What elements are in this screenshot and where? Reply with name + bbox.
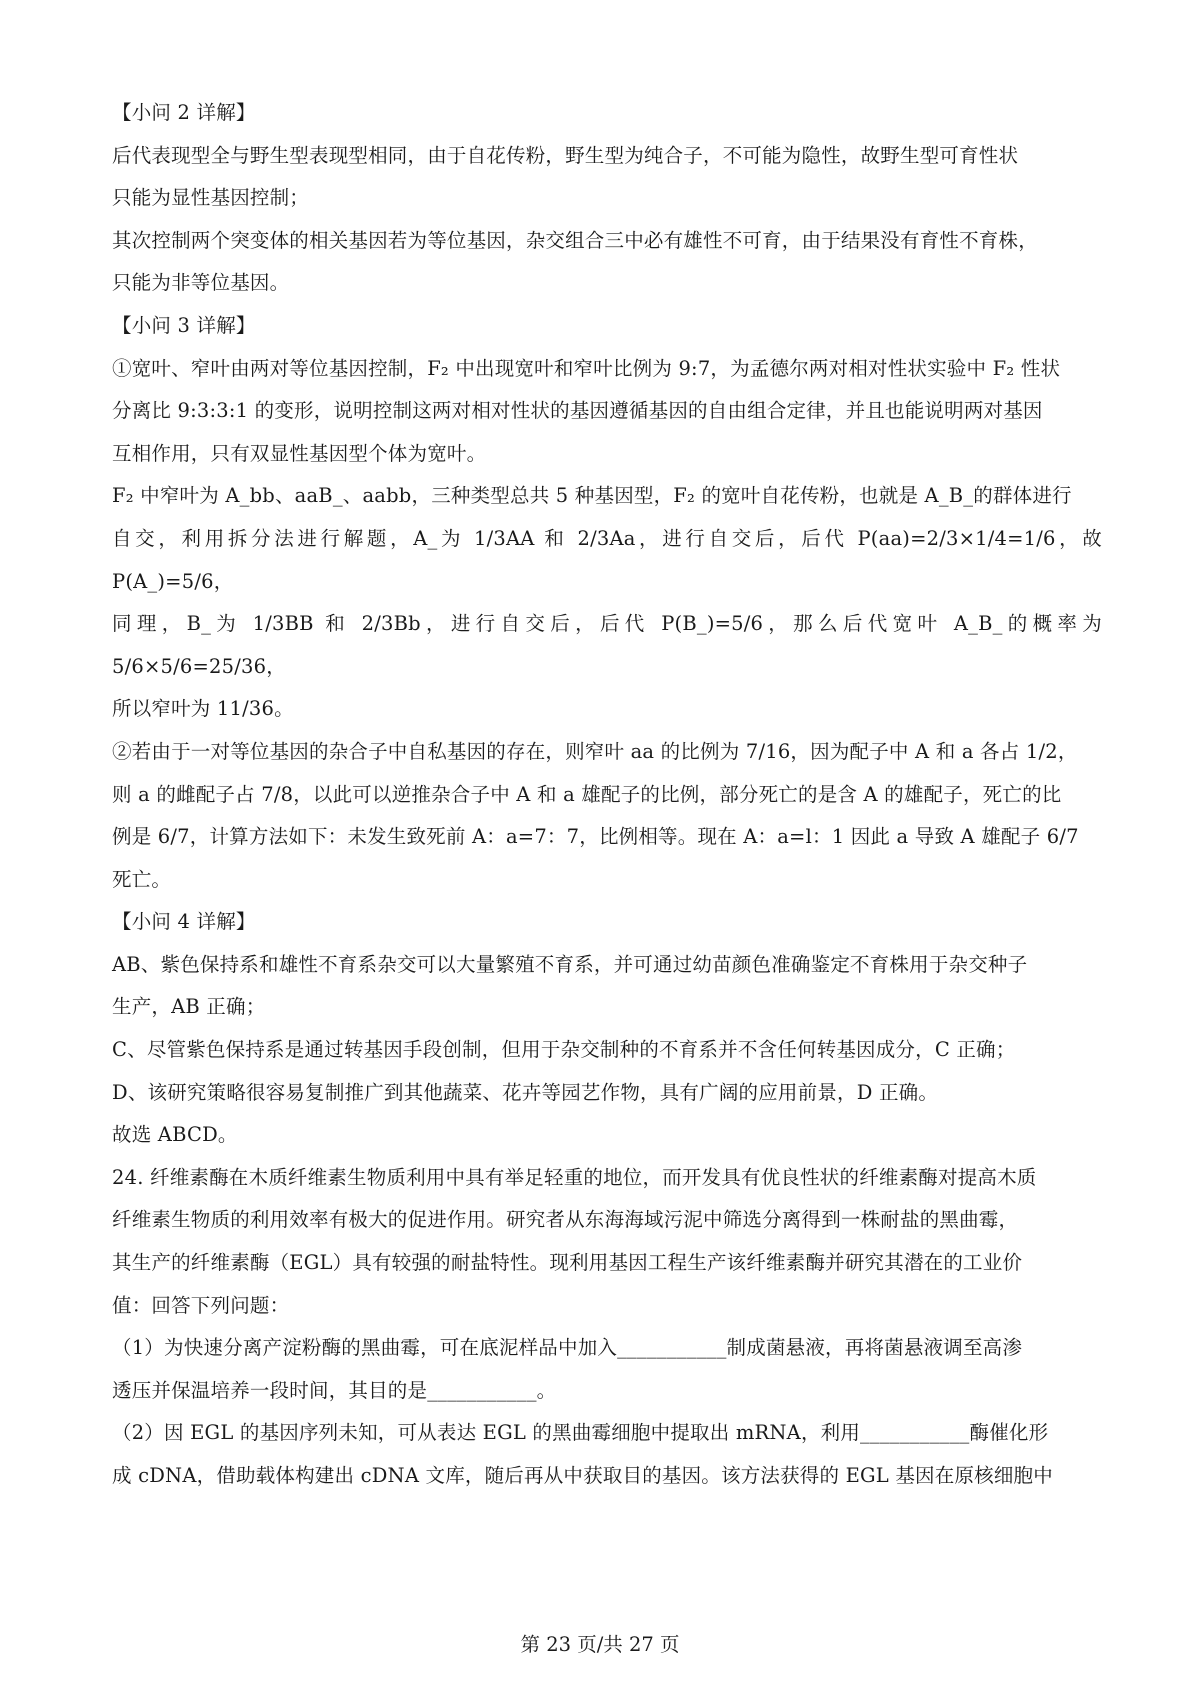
paragraph-q4-d: D、该研究策略很容易复制推广到其他蔬菜、花卉等园艺作物，具有广阔的应用前景，D 正确。: [112, 1080, 939, 1104]
paragraph-q4-answer: 故选 ABCD。: [112, 1123, 238, 1147]
page-number-footer: 第 23 页/共 27 页: [520, 1633, 680, 1656]
document-body: [112, 92, 1102, 1498]
paragraph-q2-nonallelic: 其次控制两个突变体的相关基因若为等位基因，杂交组合三中必有雄性不可育，由于结果没有育性不育株， 只能为非等位基因。: [112, 228, 1038, 295]
section-heading-q2: 【小问 2 详解】: [112, 101, 256, 124]
section-heading-q3: 【小问 3 详解】: [112, 313, 256, 337]
paragraph-q2-dominant: 后代表现型全与野生型表现型相同，由于自花传粉，野生型为纯合子，不可能为隐性，故野生型可育性状 只能为显性基因控制；: [112, 143, 1019, 210]
paragraph-q4-c: C、尽管紫色保持系是通过转基因手段创制，但用于杂交制种的不育系并不含任何转基因成分，C 正确；: [112, 1038, 1016, 1062]
question-24-stem: 24. 纤维素酶在木质纤维素生物质利用中具有举足轻重的地位，而开发具有优良性状的纤维素酶对提高木质 纤维素生物质的利用效率有极大的促进作用。研究者从东海海域污泥中筛选分离得到一株耐盐的黑曲霉， 其生产的纤维素酶（EGL）具有较强的耐盐特性。现利用基因工程生产该纤维素酶并研究其潜在的工业价 值：回答下列问题：: [112, 1165, 1037, 1317]
paragraph-q4-ab: AB、紫色保持系和雄性不育系杂交可以大量繁殖不育系，并可通过幼苗颜色准确鉴定不育株用于杂交种子 生产，AB 正确；: [112, 952, 1028, 1019]
paragraph-q3-ratio: ①宽叶、窄叶由两对等位基因控制，F₂ 中出现宽叶和窄叶比例为 9:7，为孟德尔两对相对性状实验中 F₂ 性状 分离比 9:3:3:1 的变形，说明控制这两对相对性状的基因遵循基因的自由组合定律，并且也能说明两对基因 互相作用，只有双显性基因型个体为宽叶。: [112, 356, 1061, 465]
question-24-part-2: （2）因 EGL 的基因序列未知，可从表达 EGL 的黑曲霉细胞中提取出 mRNA，利用___________酶催化形 成 cDNA，借助载体构建出 cDNA 文库，随后再从中获取目的基因。该方法获得的 EGL 基因在原核细胞中: [112, 1421, 1053, 1487]
paragraph-q3-genotypes: F₂ 中窄叶为 A_bb、aaB_、aabb，三种类型总共 5 种基因型，F₂ 的宽叶自花传粉，也就是 A_B_的群体进行 自交，利用拆分法进行解题，A_为 1/3AA 和 2/3Aa，进行自交后，后代 P(aa)=2/3×1/4=1/6，故 P(A_)=5/6， 同理，B_为 1/3BB 和 2/3Bb，进行自交后，后代 P(B_)=5/6，那么后代宽叶 A_B_的概率为 5/6×5/6=25/36， 所以窄叶为 11/36。: [112, 484, 1102, 721]
section-heading-q4: 【小问 4 详解】: [112, 910, 256, 934]
paragraph-q3-selfish-gene: ②若由于一对等位基因的杂合子中自私基因的存在，则窄叶 aa 的比例为 7/16，因为配子中 A 和 a 各占 1/2， 则 a 的雌配子占 7/8，以此可以逆推杂合子中 A 和 a 雄配子的比例，部分死亡的是含 A 的雄配子，死亡的比 例是 6/7，计算方法如下：未发生致死前 A：a=7：7，比例相等。现在 A：a=l：1 因此 a 导致 A 雄配子 6/7 死亡。: [112, 739, 1079, 891]
question-24-part-1: （1）为快速分离产淀粉酶的黑曲霉，可在底泥样品中加入___________制成菌悬液，再将菌悬液调至高渗 透压并保温培养一段时间，其目的是___________。: [112, 1336, 1023, 1402]
